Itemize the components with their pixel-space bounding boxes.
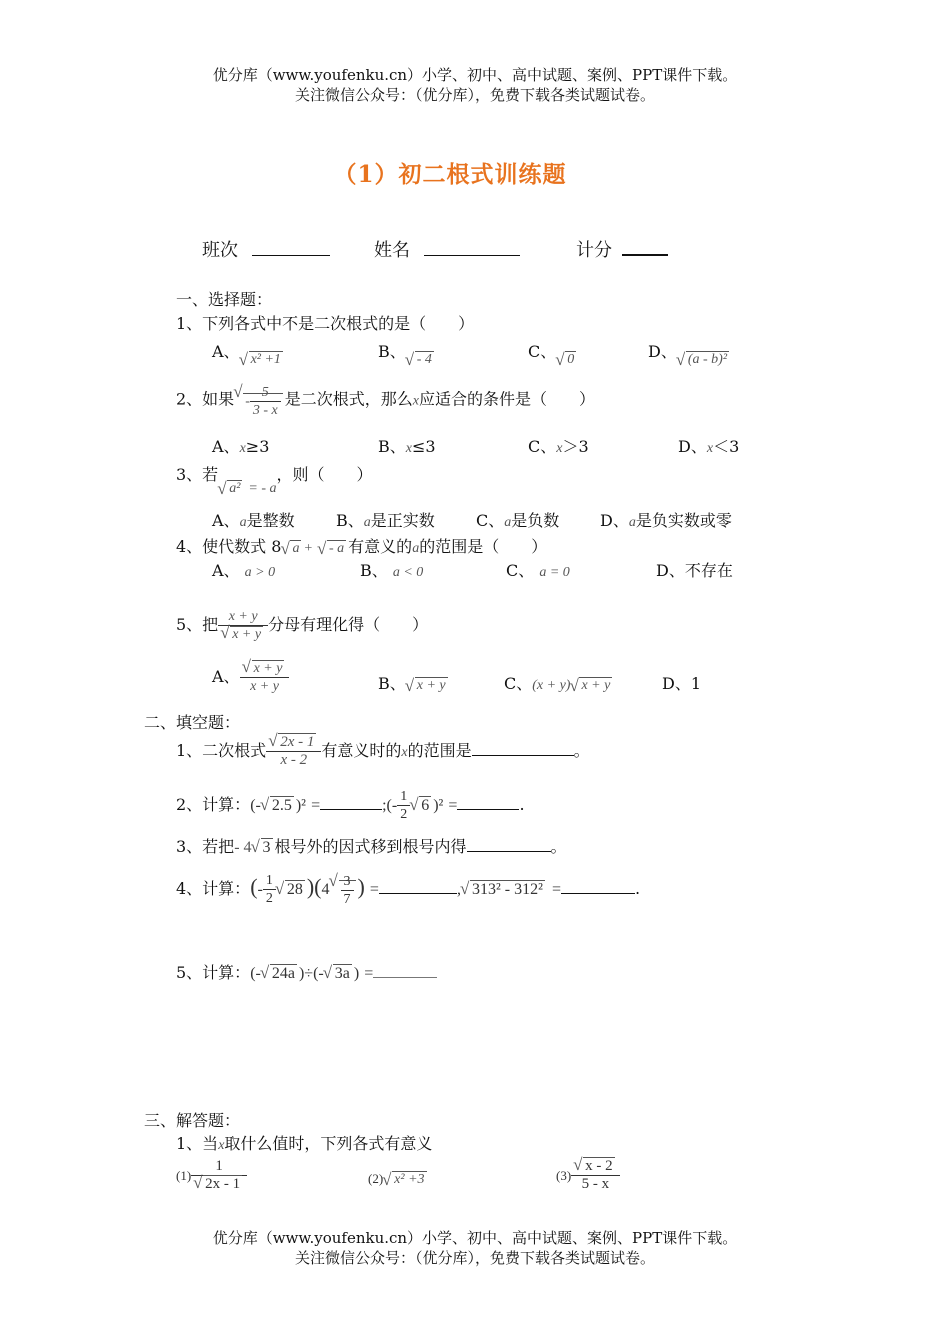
s1-q2-option-b[interactable]: B、x≤3 (378, 437, 436, 456)
footer-line-1: 优分库（www.youfenku.cn）小学、初中、高中试题、案例、PPT课件下载。 (212, 1229, 738, 1247)
class-label: 班次 (202, 240, 238, 261)
s1-q3-option-c[interactable]: C、a是负数 (476, 511, 560, 530)
s1-q2-stem: 2、如果√ - $\frac{5}{3 - x}$ 是二次根式，那么x应适合的条件是（ ） (176, 384, 595, 419)
s1-q5-option-b[interactable]: B、√ x + y (378, 671, 450, 694)
sqrt-expr: √ x² +1 (240, 352, 283, 368)
name-field (374, 236, 520, 262)
footer-line-2: 关注微信公众号：（优分库），免费下载各类试题试卷。 (294, 1249, 655, 1267)
name-blank[interactable] (424, 241, 520, 256)
s1-q5-option-a[interactable]: A、 √ $\frac{x + y}{x + y}$ (212, 660, 289, 695)
s2-q4-blank-2[interactable] (561, 879, 635, 894)
s2-q2-blank-1[interactable] (320, 795, 382, 810)
header-line-2: 关注微信公众号：（优分库），免费下载各类试题试卷。 (294, 86, 655, 104)
score-field (576, 236, 668, 262)
s1-q2-option-d[interactable]: D、x＜3 (678, 437, 740, 456)
s1-q3-option-b[interactable]: B、a是正实数 (336, 511, 435, 530)
s3-q1-part-1: (1) 1 √ 2x - 1 (176, 1158, 247, 1193)
sqrt-expr: √ - a (318, 541, 346, 557)
sqrt-fraction: √ - $\frac{5}{3 - x}$ (234, 384, 283, 419)
s2-q5-blank[interactable] (373, 963, 437, 978)
s1-q3-option-d[interactable]: D、a是负实数或零 (600, 511, 732, 530)
name-label: 姓名 (374, 240, 410, 261)
s1-q4-option-c[interactable]: C、 a = 0 (506, 561, 570, 580)
s1-q2-option-a[interactable]: A、x≥3 (212, 437, 270, 456)
s3-q1-part-3: (3) √ $\frac{x - 2}{5 - x}$ (556, 1158, 620, 1193)
s2-q4-blank-1[interactable] (379, 879, 457, 894)
s3-q1-part-2: (2)√ x² +3 (368, 1168, 429, 1188)
sqrt-expr: √ a (281, 541, 301, 557)
header-line-1: 优分库（www.youfenku.cn）小学、初中、高中试题、案例、PPT课件下载。 (212, 66, 738, 84)
s2-q4: 4、计算：(- $\frac{1}{2}$ √ 28 )(4 √ $\frac{3}{7}$ ) = ,√ 313² - 312² = . (176, 872, 640, 908)
s1-q4-option-a[interactable]: A、 a > 0 (212, 561, 276, 580)
s1-q3-option-a[interactable]: A、a是整数 (212, 511, 295, 530)
section3-heading: 三、解答题： (144, 1111, 241, 1130)
sqrt-expr: √ a² (218, 481, 242, 497)
s2-q1-blank[interactable] (472, 741, 574, 756)
fraction: x + y √ x + y (218, 608, 268, 643)
s3-q1-stem: 1、当x取什么值时，下列各式有意义 (176, 1134, 433, 1153)
class-field (202, 236, 330, 262)
s1-q4-stem: 4、使代数式 8√ a + √ - a 有意义的a的范围是（ ） (176, 534, 547, 557)
s1-q2-option-c[interactable]: C、x＞3 (528, 437, 589, 456)
s1-q5-option-d[interactable]: D、1 (662, 674, 702, 693)
score-label: 计分 (576, 240, 612, 261)
s1-q1-option-c[interactable]: C、√ 0 (528, 339, 578, 362)
page-title: （1）初二根式训练题 (333, 161, 567, 188)
s2-q1: 1、二次根式 √ $\frac{2x - 1}{x - 2}$ 有意义时的x的范围是 。 (176, 734, 590, 769)
s2-q3-blank[interactable] (467, 837, 551, 852)
section1-heading: 一、选择题： (176, 290, 273, 309)
sqrt-expr: √ - 4 (406, 352, 434, 368)
s2-q3: 3、若把- 4√ 3 根号外的因式移到根号内得 。 (176, 834, 567, 857)
s1-q4-option-b[interactable]: B、 a < 0 (360, 561, 424, 580)
s1-q4-option-d[interactable]: D、不存在 (656, 561, 733, 580)
s1-q5-option-c[interactable]: C、(x + y)√ x + y (504, 671, 614, 694)
section2-heading: 二、填空题： (144, 713, 241, 732)
score-blank[interactable] (622, 240, 668, 256)
s1-q3-stem: 3、若√ a² = - a，则（ ） (176, 462, 373, 485)
class-blank[interactable] (252, 241, 330, 256)
s1-q1-option-a[interactable]: A、√ x² +1 (212, 339, 285, 362)
sqrt-expr: √ (a - b)² (677, 352, 729, 368)
s1-q1-option-d[interactable]: D、√ (a - b)² (648, 339, 731, 362)
s2-q2: 2、计算：(-√ 2.5 )² = ;(- $\frac{1}{2}$ √ 6 )² = . (176, 788, 525, 823)
s1-q1-stem: 1、下列各式中不是二次根式的是（ ） (176, 314, 475, 333)
s2-q2-blank-2[interactable] (457, 795, 519, 810)
s1-q1-option-b[interactable]: B、√ - 4 (378, 339, 436, 362)
s2-q5: 5、计算：(-√ 24a )÷(-√ 3a ) = (176, 960, 437, 983)
sqrt-expr: √ 0 (556, 352, 576, 368)
s1-q5-stem: 5、把 x + y √ x + y 分母有理化得（ ） (176, 608, 428, 643)
